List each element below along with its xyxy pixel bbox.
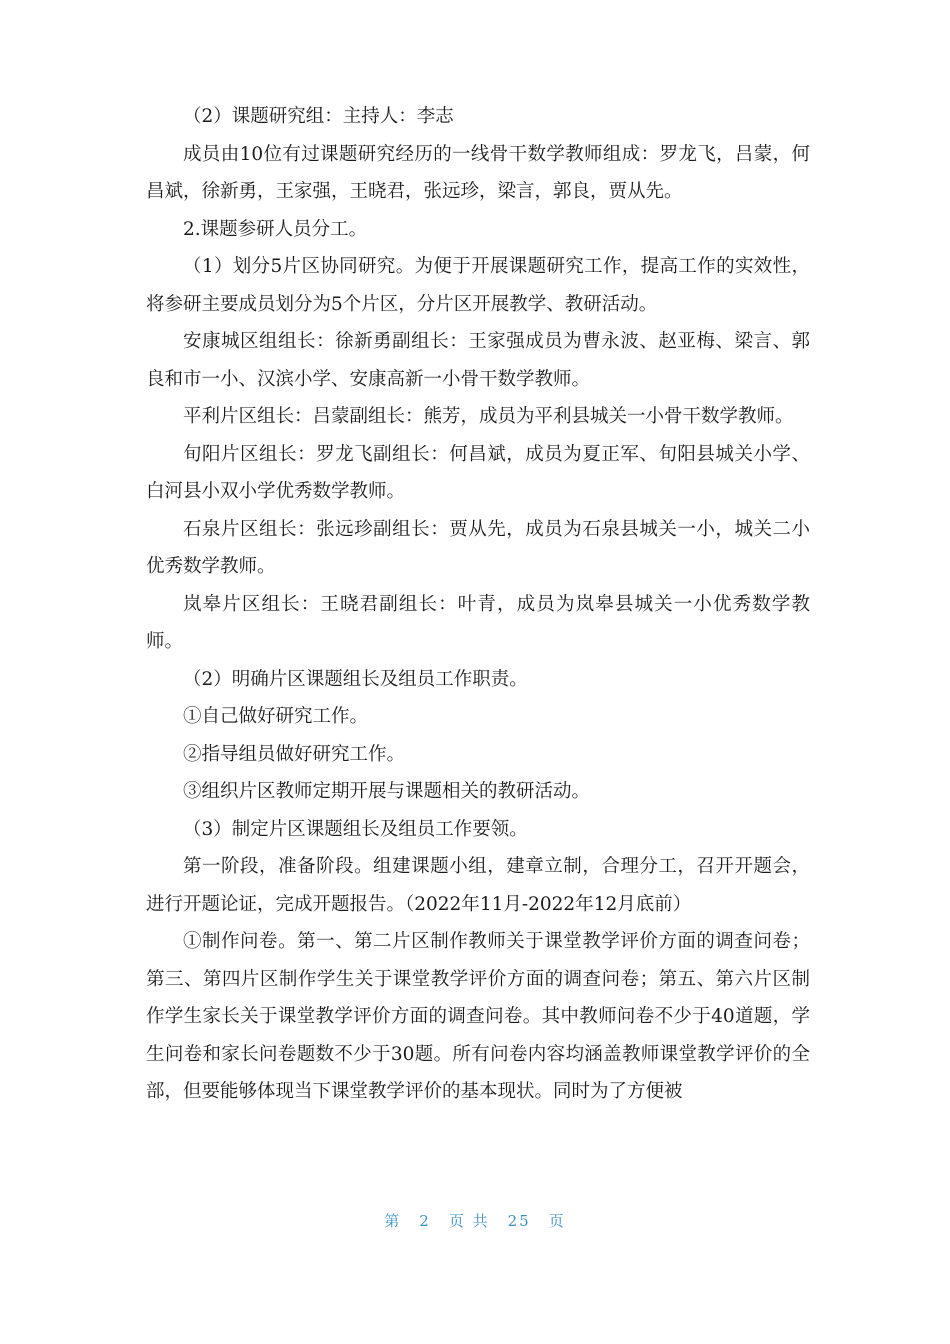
paragraph: ②指导组员做好研究工作。 (183, 743, 406, 765)
paragraph: 石泉片区组长：张远珍副组长：贾从先，成员为石泉县城关一小，城关二小优秀数学教师。 (146, 518, 810, 577)
page-footer (0, 1210, 950, 1231)
document-body (146, 98, 810, 1111)
paragraph: 平利片区组长：吕蒙副组长：熊芳，成员为平利县城关一小骨干数学教师。 (183, 406, 794, 427)
paragraph: ①制作问卷。第一、第二片区制作教师关于课堂教学评价方面的调查问卷；第三、第四片区制作学生关于课堂教学评价方面的调查问卷；第五、第六片区制作学生家长关于课堂教学评价方面的调查问卷。其中教师问卷不少于40道题，学生问卷和家长问卷题数不少于30题。所有问卷内容均涵盖教师课堂教学评价的全部，但要能够体现当下课堂教学评价的基本现状。同时为了方便被 (146, 931, 810, 1102)
paragraph: 旬阳片区组长：罗龙飞副组长：何昌斌，成员为夏正军、旬阳县城关小学、白河县小双小学优秀数学教师。 (146, 443, 810, 502)
paragraph: 2.课题参研人员分工。 (183, 218, 368, 240)
paragraph: （3）制定片区课题组长及组员工作要领。 (183, 818, 528, 840)
footer-prefix: 第 (384, 1212, 402, 1230)
paragraph: ①自己做好研究工作。 (183, 706, 369, 727)
current-page-number: 2 (419, 1212, 431, 1230)
footer-suffix: 页 (548, 1212, 566, 1230)
paragraph: （1）划分5片区协同研究。为便于开展课题研究工作，提高工作的实效性，将参研主要成员划分为5个片区，分片区开展教学、教研活动。 (146, 256, 810, 315)
paragraph: 岚皋片区组长：王晓君副组长：叶青，成员为岚皋县城关一小优秀数学教师。 (146, 593, 810, 652)
paragraph: （2）明确片区课题组长及组员工作职责。 (183, 668, 528, 690)
footer-middle: 页 共 (448, 1212, 490, 1230)
total-pages-number: 25 (507, 1212, 531, 1230)
paragraph: 成员由10位有过课题研究经历的一线骨干数学教师组成：罗龙飞，吕蒙，何昌斌，徐新勇，王家强，王晓君，张远珍，梁言，郭良，贾从先。 (146, 143, 810, 202)
paragraph: ③组织片区教师定期开展与课题相关的教研活动。 (183, 781, 591, 802)
paragraph: （2）课题研究组：主持人：李志 (183, 106, 454, 127)
paragraph: 安康城区组组长：徐新勇副组长：王家强成员为曹永波、赵亚梅、梁言、郭良和市一小、汉滨小学、安康高新一小骨干数学教师。 (146, 331, 810, 390)
paragraph: 第一阶段，准备阶段。组建课题小组，建章立制，合理分工，召开开题会，进行开题论证，完成开题报告。（2022年11月-2022年12月底前） (146, 856, 810, 915)
